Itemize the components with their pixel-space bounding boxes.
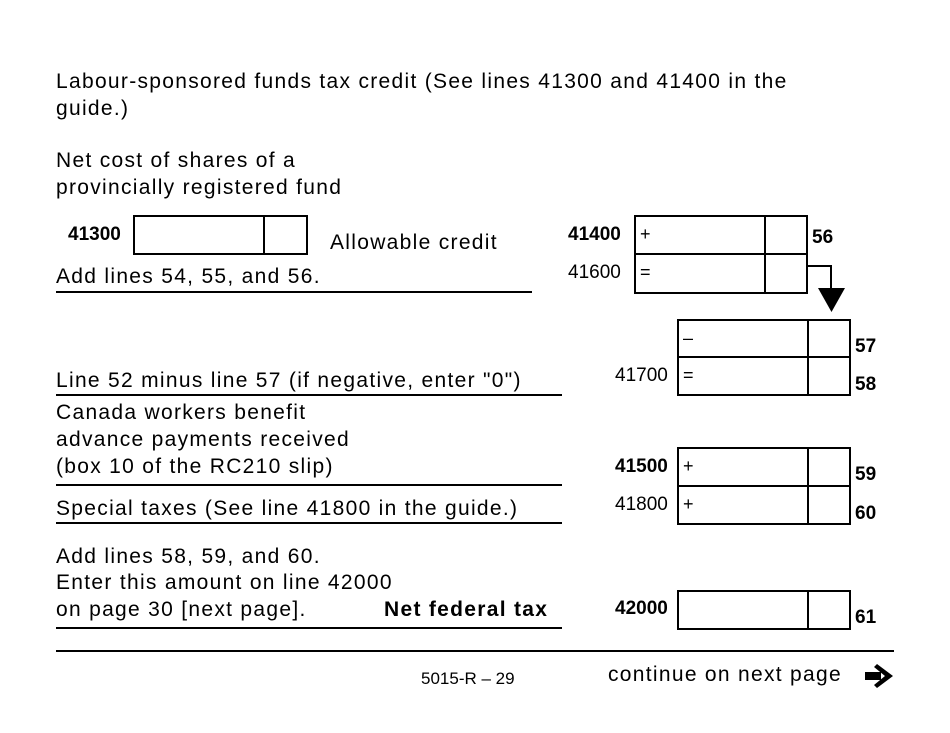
cwb-label-line3: (box 10 of the RC210 slip)	[56, 455, 334, 478]
line-number-57: 57	[855, 336, 877, 357]
net-cost-label-line1: Net cost of shares of a	[56, 149, 297, 172]
cents-divider	[807, 592, 809, 628]
line-number-60: 60	[855, 503, 877, 524]
input-box-line-57[interactable]	[677, 319, 851, 359]
equals-sign: =	[683, 365, 694, 385]
cents-divider	[807, 487, 809, 523]
add-lines-54-55-56-label: Add lines 54, 55, and 56.	[56, 265, 321, 288]
line-number-58: 58	[855, 374, 877, 395]
input-box-42000[interactable]	[677, 590, 851, 630]
row-underline	[56, 484, 562, 486]
line-number-56: 56	[812, 227, 834, 248]
footer-rule	[56, 650, 894, 652]
carry-down-arrow-icon	[800, 260, 860, 316]
plus-sign: +	[683, 456, 694, 476]
cents-divider	[764, 217, 766, 253]
line-code-41500: 41500	[615, 456, 668, 477]
right-arrow-icon	[864, 663, 894, 689]
row-underline	[56, 522, 562, 524]
cents-divider	[263, 217, 265, 253]
net-federal-tax-label: Net federal tax	[384, 598, 549, 621]
cwb-label-line2: advance payments received	[56, 428, 350, 451]
section-title-line2: guide.)	[56, 97, 130, 120]
cents-divider	[807, 358, 809, 394]
line-code-41700: 41700	[615, 365, 668, 386]
plus-sign: +	[640, 224, 651, 244]
line52-minus-57-label: Line 52 minus line 57 (if negative, enter "0")	[56, 369, 522, 392]
input-box-41400[interactable]	[634, 215, 808, 255]
net-cost-label-line2: provincially registered fund	[56, 176, 343, 199]
cents-divider	[807, 449, 809, 485]
special-taxes-label: Special taxes (See line 41800 in the guide.)	[56, 497, 519, 520]
cents-divider	[807, 321, 809, 357]
plus-sign: +	[683, 494, 694, 514]
input-box-41500[interactable]	[677, 447, 851, 487]
input-box-41600[interactable]	[634, 253, 808, 294]
line-code-41600: 41600	[568, 262, 621, 283]
input-box-41300[interactable]	[133, 215, 308, 255]
minus-sign: –	[683, 328, 694, 348]
row-underline	[56, 394, 562, 396]
input-box-41700[interactable]	[677, 356, 851, 396]
line-code-42000: 42000	[615, 598, 668, 619]
section-title-line1: Labour-sponsored funds tax credit (See lines 41300 and 41400 in the	[56, 70, 788, 93]
line-code-41400: 41400	[568, 224, 621, 245]
line-number-59: 59	[855, 464, 877, 485]
cwb-label-line1: Canada workers benefit	[56, 401, 307, 424]
row-underline	[56, 627, 562, 629]
page-number: 5015-R – 29	[421, 669, 515, 688]
allowable-credit-label: Allowable credit	[330, 231, 498, 254]
continue-label: continue on next page	[608, 663, 842, 686]
line-number-61: 61	[855, 607, 877, 628]
equals-sign: =	[640, 262, 651, 282]
line-code-41800: 41800	[615, 494, 668, 515]
row-underline	[56, 291, 532, 293]
input-box-41800[interactable]	[677, 485, 851, 525]
add-lines-58-59-60-line1: Add lines 58, 59, and 60.	[56, 545, 321, 568]
line-code-41300: 41300	[68, 224, 121, 245]
add-lines-58-59-60-line2: Enter this amount on line 42000	[56, 571, 393, 594]
cents-divider	[764, 255, 766, 292]
add-lines-58-59-60-line3: on page 30 [next page].	[56, 598, 307, 621]
continue-next-page[interactable]	[608, 661, 842, 688]
